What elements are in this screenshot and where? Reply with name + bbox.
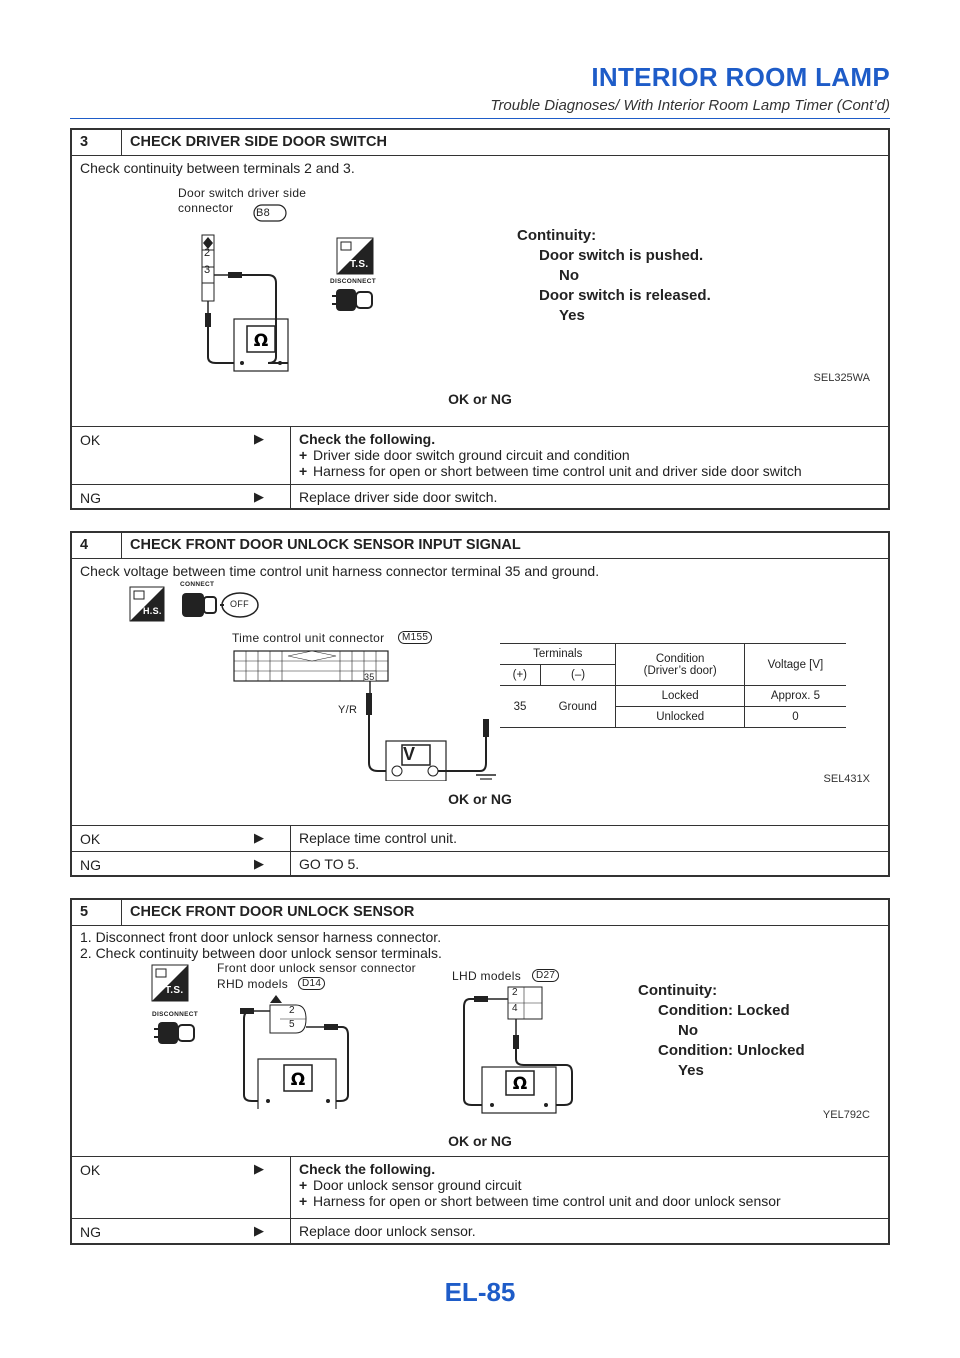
result-label: NG (80, 1224, 101, 1240)
result-heading: Check the following. (299, 1161, 436, 1177)
page-number: EL-85 (444, 1277, 516, 1307)
continuity-value: Yes (559, 307, 585, 324)
ohm-symbol: Ω (253, 331, 269, 351)
table-header: Terminals (500, 644, 616, 665)
ts-tester-icon (335, 236, 375, 276)
continuity-condition: Condition: Unlocked (658, 1042, 805, 1059)
arrow-icon: ▶ (254, 489, 264, 504)
result-ok-row (72, 426, 888, 484)
step-number: 5 (72, 900, 122, 925)
table-header: Voltage [V] (744, 644, 846, 686)
connector-label: Time control unit connector (232, 631, 385, 645)
table-cell: Ground (540, 686, 616, 728)
result-text: GO TO 5. (299, 856, 360, 872)
result-label: OK (80, 1162, 101, 1178)
rhd-continuity-diagram (240, 989, 360, 1109)
terminal-label: 2 (204, 247, 211, 259)
continuity-condition: Condition: Locked (658, 1002, 790, 1019)
terminal-label: 2 (512, 987, 518, 998)
voltmeter-symbol: V (403, 744, 416, 764)
step-number: 3 (72, 130, 122, 155)
step-4-box (70, 531, 890, 877)
continuity-spec (517, 226, 711, 326)
disconnect-icon (154, 1019, 202, 1047)
step-title: CHECK FRONT DOOR UNLOCK SENSOR (130, 904, 415, 920)
table-cell: Locked (616, 686, 744, 707)
connector-label: RHD models (217, 977, 289, 991)
page-title: INTERIOR ROOM LAMP (591, 62, 890, 92)
lhd-continuity-diagram (460, 985, 580, 1115)
result-label: NG (80, 857, 101, 873)
table-header-line: Condition (655, 652, 705, 665)
terminal-label: 3 (204, 264, 211, 276)
terminal-label: 35 (364, 672, 375, 682)
header-rule (70, 118, 890, 119)
arrow-icon: ▶ (254, 1161, 264, 1176)
instruction: Check voltage between time control unit harness connector terminal 35 and ground. (80, 563, 600, 579)
connect-label: CONNECT (180, 581, 215, 588)
result-label: OK (80, 432, 101, 448)
terminal-label: 4 (512, 1003, 518, 1014)
ok-or-ng: OK or NG (448, 791, 512, 807)
disconnect-label: DISCONNECT (152, 1011, 198, 1018)
arrow-icon: ▶ (254, 830, 264, 845)
step-number: 4 (72, 533, 122, 558)
table-cell: Approx. 5 (744, 686, 846, 707)
result-ok-row (72, 825, 888, 851)
table-cell: 0 (744, 707, 846, 728)
result-label: OK (80, 831, 101, 847)
disconnect-label: DISCONNECT (330, 278, 376, 285)
table-cell: 35 (500, 686, 540, 728)
ts-label: T.S. (165, 985, 184, 996)
instruction: 2. Check continuity between door unlock sensor terminals. (80, 945, 442, 961)
wire-color-label: Y/R (338, 704, 358, 716)
table-header: (–) (540, 665, 616, 686)
step-5-box (70, 898, 890, 1245)
terminal-label: 5 (289, 1019, 295, 1030)
step-3-box (70, 128, 890, 510)
figure-code: SEL325WA (813, 372, 870, 384)
result-text: Replace time control unit. (299, 830, 457, 846)
figure-code: SEL431X (823, 773, 870, 785)
result-heading: Check the following. (299, 431, 436, 447)
connector-label: LHD models (452, 969, 522, 983)
result-ng-row (72, 484, 888, 510)
table-header (616, 644, 744, 686)
instruction: 1. Disconnect front door unlock sensor harness connector. (80, 929, 442, 945)
result-text: Replace driver side door switch. (299, 489, 498, 505)
result-ng-row (72, 1218, 888, 1244)
connector-label: Front door unlock sensor connector (217, 961, 416, 975)
arrow-icon: ▶ (254, 1223, 264, 1238)
step-3-title-row (72, 130, 888, 155)
step-4-body (72, 558, 888, 825)
instruction: Check continuity between terminals 2 and 3. (80, 160, 355, 176)
ts-label: T.S. (350, 259, 369, 270)
connector-id: D27 (532, 969, 559, 982)
disconnect-icon (332, 286, 380, 314)
continuity-value: Yes (678, 1062, 704, 1079)
figure-code: YEL792C (822, 1109, 870, 1121)
ts-tester-icon (150, 963, 190, 1003)
step-5-body (72, 925, 888, 1156)
result-text: Replace door unlock sensor. (299, 1223, 476, 1239)
result-label: NG (80, 490, 101, 506)
result-item: + Harness for open or short between time control unit and door unlock sensor (299, 1193, 882, 1209)
connector-id: D14 (298, 977, 325, 990)
result-ng-row (72, 851, 888, 877)
table-header-line: (Driver’s door) (643, 664, 717, 677)
page-subtitle: Trouble Diagnoses/ With Interior Room Lamp Timer (Cont’d) (490, 97, 890, 114)
table-cell: Unlocked (616, 707, 744, 728)
step-3-body (72, 155, 888, 426)
continuity-value: No (678, 1022, 698, 1039)
step-title: CHECK FRONT DOOR UNLOCK SENSOR INPUT SIGNAL (130, 537, 521, 553)
table-header: (+) (500, 665, 540, 686)
terminal-label: 2 (289, 1005, 295, 1016)
continuity-condition: Door switch is pushed. (539, 247, 704, 264)
hs-harness-icon (128, 585, 166, 623)
step-title: CHECK DRIVER SIDE DOOR SWITCH (130, 134, 387, 150)
step-4-title-row (72, 533, 888, 558)
connector-id: M155 (398, 631, 432, 644)
step-5-title-row (72, 900, 888, 925)
result-item: + Door unlock sensor ground circuit (299, 1177, 882, 1193)
result-ok-row (72, 1156, 888, 1218)
step-3-figure (80, 176, 880, 391)
connector-label: Door switch driver side (178, 186, 307, 200)
step-4-figure (80, 579, 880, 791)
ohm-symbol: Ω (512, 1074, 528, 1094)
off-label: OFF (230, 599, 249, 609)
step-5-figure (80, 961, 880, 1131)
connector-label: connector (178, 201, 234, 215)
continuity-condition: Door switch is released. (539, 287, 711, 304)
arrow-icon: ▶ (254, 856, 264, 871)
continuity-value: No (559, 267, 579, 284)
connect-ignition-icon (180, 589, 262, 621)
continuity-spec (638, 981, 805, 1081)
arrow-icon: ▶ (254, 431, 264, 446)
continuity-heading: Continuity: (638, 982, 718, 999)
ok-or-ng: OK or NG (448, 1133, 512, 1149)
result-item: + Harness for open or short between time control unit and driver side door switch (299, 463, 882, 479)
voltage-table (500, 643, 846, 728)
continuity-heading: Continuity: (517, 227, 597, 244)
ohm-symbol: Ω (290, 1070, 306, 1090)
ok-or-ng: OK or NG (448, 391, 512, 407)
connector-id: B8 (256, 207, 271, 219)
result-item: + Driver side door switch ground circuit and condition (299, 447, 882, 463)
hs-label: H.S. (143, 606, 162, 616)
